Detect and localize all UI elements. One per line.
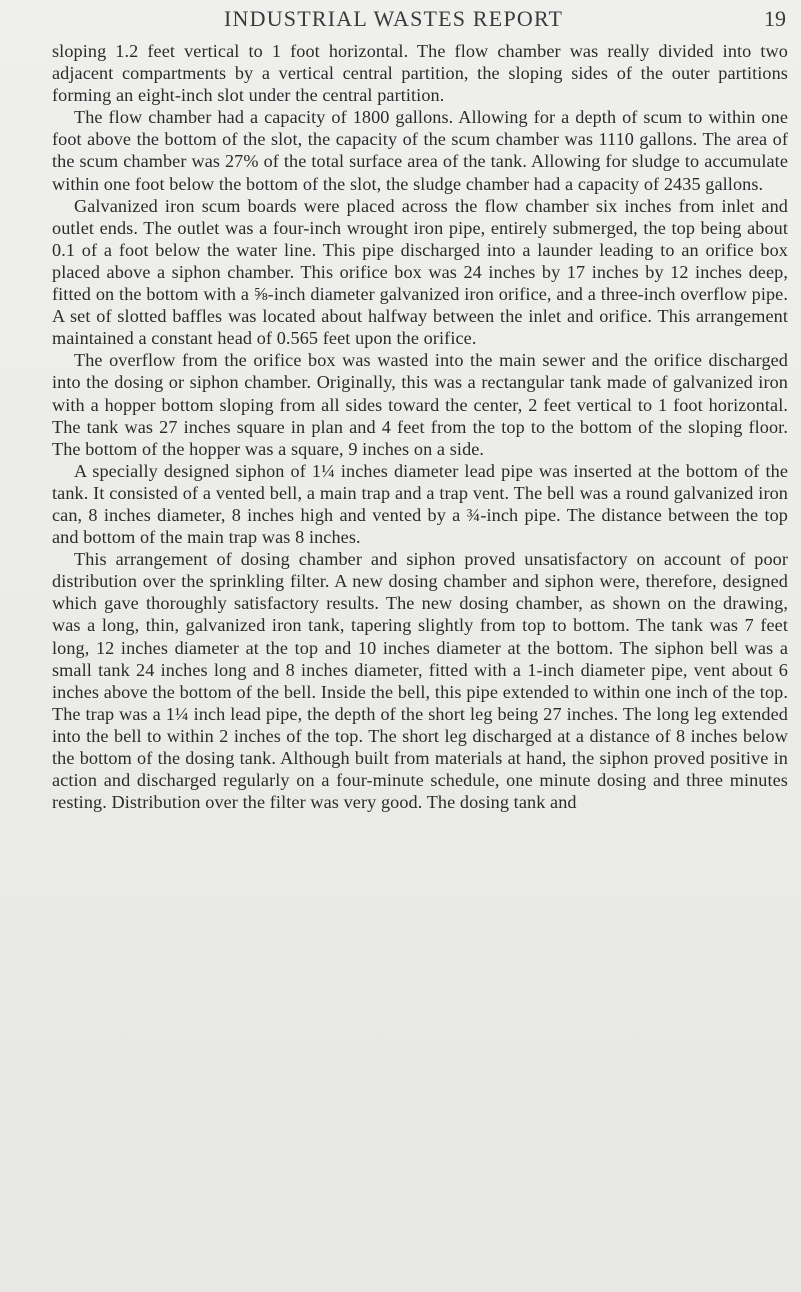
- page-header: [52, 2, 786, 36]
- paragraph-scum-boards: Galvanized iron scum boards were placed across the flow chamber six inches from inlet and outlet ends. The outlet was a four-inch wrought iron pipe, entirely submerged, the top being about 0.1 of a foot below the water line. This pipe discharged into a launder leading to an orifice box placed above a siphon chamber. This orifice box was 24 inches by 17 inches by 12 inches deep, fitted on the bottom with a ⅝-inch diameter galvanized iron orifice, and a three-inch overflow pipe. A set of slotted baffles was located about halfway between the inlet and orifice. This arrangement maintained a constant head of 0.565 feet upon the orifice.: [52, 195, 788, 349]
- body-text: [52, 40, 788, 813]
- page-number: 19: [764, 6, 786, 31]
- paragraph-flow-chamber-capacity: The flow chamber had a capacity of 1800 gallons. Allowing for a depth of scum to within one foot above the bottom of the slot, the capacity of the scum chamber was 1110 gallons. The area of the scum chamber was 27% of the total surface area of the tank. Allowing for sludge to accumulate within one foot below the bottom of the slot, the sludge chamber had a capacity of 2435 gallons.: [52, 107, 788, 194]
- paragraph-new-dosing-chamber: This arrangement of dosing chamber and siphon proved unsatisfactory on account of poor distribution over the sprinkling filter. A new dosing chamber and siphon were, therefore, designed which gave thoroughly satisfactory results. The new dosing chamber, as shown on the drawing, was a long, thin, galvanized iron tank, tapering slightly from top to bottom. The tank was 7 feet long, 12 inches diameter at the top and 10 inches diameter at the bottom. The siphon bell was a small tank 24 inches long and 8 inches diameter, fitted with a 1-inch diameter pipe, vent about 6 inches above the bottom of the bell. Inside the bell, this pipe extended to within one inch of the top. The trap was a 1¼ inch lead pipe, the depth of the short leg being 27 inches. The long leg extended into the bell to within 2 inches of the top. The short leg discharged at a distance of 8 inches below the bottom of the dosing tank. Although built from materials at hand, the siphon proved positive in action and discharged regularly on a four-minute schedule, one minute dosing and three minutes resting. Distribution over the filter was very good. The dosing tank and: [52, 549, 788, 813]
- paragraph-continuation: sloping 1.2 feet vertical to 1 foot horizontal. The flow chamber was really divided into two adjacent compartments by a vertical central partition, the sloping sides of the outer partitions forming an eight-inch slot under the central partition.: [52, 41, 788, 106]
- paragraph-siphon: A specially designed siphon of 1¼ inches diameter lead pipe was inserted at the bottom of the tank. It consisted of a vented bell, a main trap and a trap vent. The bell was a round galvanized iron can, 8 inches diameter, 8 inches high and vented by a ¾-inch pipe. The distance between the top and bottom of the main trap was 8 inches.: [52, 460, 788, 548]
- running-head: INDUSTRIAL WASTES REPORT: [224, 6, 564, 31]
- paragraph-overflow: The overflow from the orifice box was wasted into the main sewer and the orifice discharged into the dosing or siphon chamber. Originally, this was a rectangular tank made of galvanized iron with a hopper bottom sloping from all sides toward the center, 2 feet vertical to 1 foot horizontal. The tank was 27 inches square in plan and 4 feet from the top to the bottom of the sloping floor. The bottom of the hopper was a square, 9 inches on a side.: [52, 350, 788, 459]
